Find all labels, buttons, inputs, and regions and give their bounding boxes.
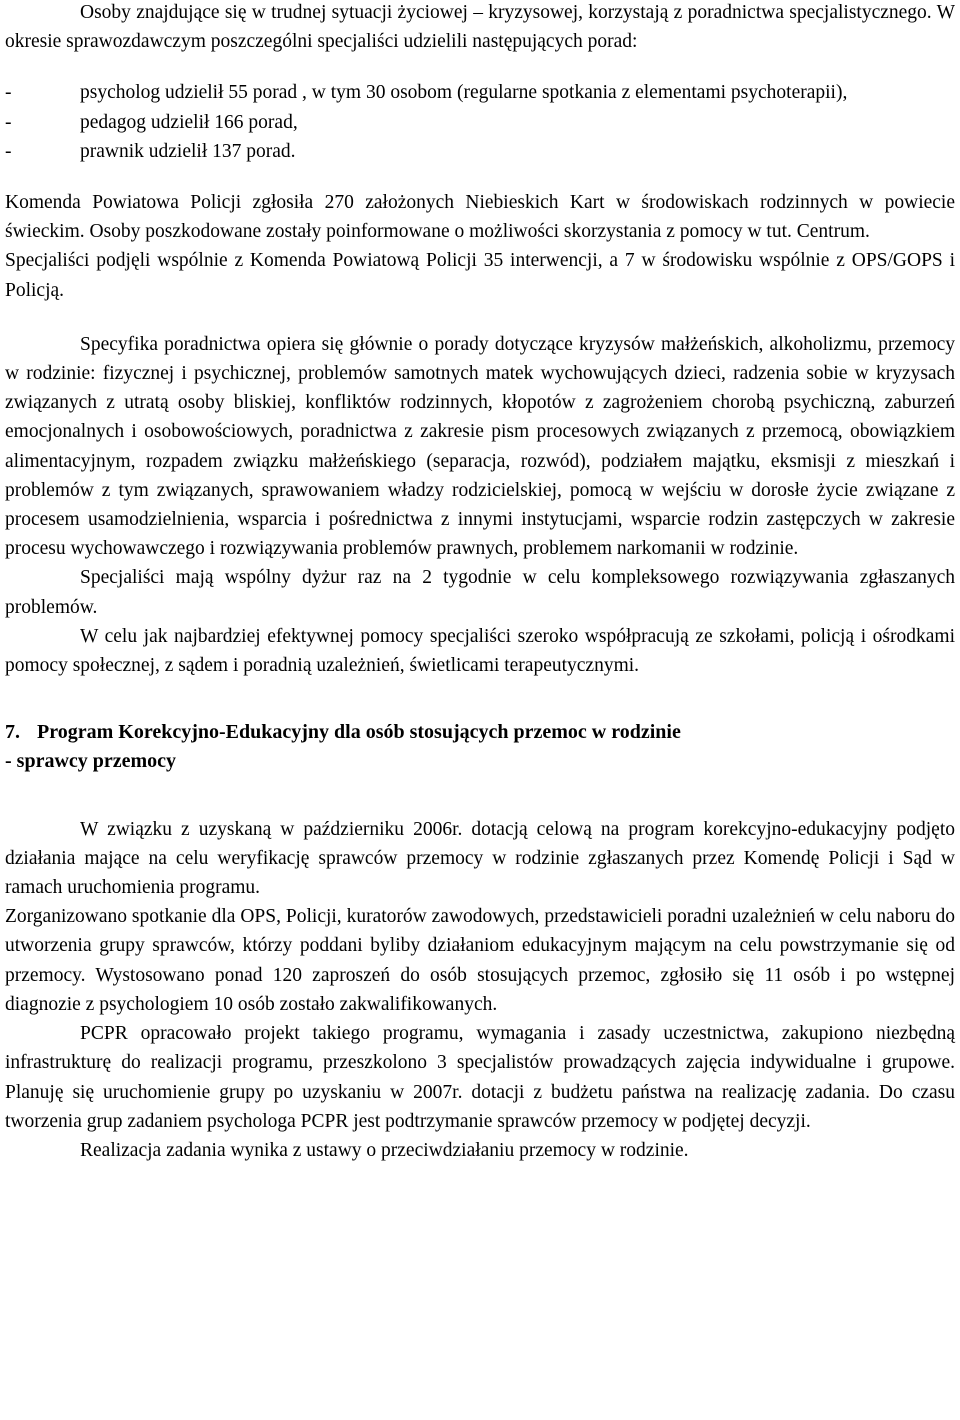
list-item-text: prawnik udzielił 137 porad. (80, 140, 296, 162)
meeting-paragraph: Zorganizowano spotkanie dla OPS, Policji, kuratorów zawodowych, przedstawicieli poradni uzależnień w celu naboru do utworzenia grupy sprawców, którzy poddani byliby działaniom edukacyjnym mającym na celu powstrzymanie się od przemocy. Wystosowano ponad 120 zaproszeń do osób stosujących przemoc, zgłosiło się 11 osób i po wstępnej diagnozie z psychologiem 10 osób zostało zakwalifikowanych. (5, 906, 955, 1015)
legal-basis-paragraph: Realizacja zadania wynika z ustawy o przeciwdziałaniu przemocy w rodzinie. (80, 1139, 689, 1161)
project-paragraph: PCPR opracowało projekt takiego programu, wymagania i zasady uczestnictwa, zakupiono niezbędną infrastrukturę do realizacji programu, przeszkolono 3 specjalistów prowadzących zajęcia indywidualne i grupowe. Planuję się uruchomienie grupy po uzyskaniu w 2007r. dotacji z budżetu państwa na realizację zadania. Do czasu tworzenia grup zadaniem psychologa PCPR jest podtrzymanie sprawców przemocy w podjętej decyzji. (5, 1023, 955, 1132)
document-page (5, 0, 955, 1165)
section-subtitle: - sprawcy przemocy (5, 750, 177, 773)
list-item-text: psycholog udzielił 55 porad , w tym 30 osobom (regularne spotkania z elementami psychoterapii), (80, 82, 848, 104)
duty-paragraph: Specjaliści mają wspólny dyżur raz na 2 tygodnie w celu kompleksowego rozwiązywania zgłaszanych problemów. (5, 567, 955, 618)
list-dash: - (5, 82, 12, 104)
list-item (5, 137, 955, 166)
specifics-paragraph: Specyfika poradnictwa opiera się głównie o porady dotyczące kryzysów małżeńskich, alkoholizmu, przemocy w rodzinie: fizycznej i psychicznej, problemów samotnych matek wychowujących dzieci, radzenia sobie w kryzysach związanych z utratą osoby bliskiej, konfliktów rodzinnych, kłopotów z zagrożeniem chorobą psychiczną, zaburzeń emocjonalnych i osobowościowych, poradnictwa z zakresie pism procesowych związanych z przemocą, obowiązkiem alimentacyjnym, rozpadem związku małżeńskiego (separacja, rozwód), podziałem majątku, eksmisji z mieszkań i problemów z tym związanych, sprawowaniem władzy rodzicielskiej, pomocą w wejściu w dorosłe życie związane z procesem usamodzielnienia, wsparcia i pośrednictwa z innymi instytucjami, wsparcie rodzin zastępczych w zakresie procesu wychowawczego i rozwiązywania problemów prawnych, problemem narkomanii w rodzinie. (5, 333, 955, 560)
interventions-paragraph: Specjaliści podjęli wspólnie z Komenda Powiatową Policji 35 interwencji, a 7 w środowisku wspólnie z OPS/GOPS i Policją. (5, 250, 955, 301)
list-item-text: pedagog udzielił 166 porad, (80, 111, 298, 133)
spacer (5, 56, 955, 78)
section-heading (5, 718, 955, 776)
spacer (5, 305, 955, 330)
list-item (5, 108, 955, 137)
intro-paragraph: Osoby znajdujące się w trudnej sytuacji życiowej – kryzysowej, korzystają z poradnictwa specjalistycznego. W okresie sprawozdawczym poszczególni specjaliści udzielili następujących porad: (5, 2, 955, 53)
section-number: 7. (5, 721, 20, 744)
police-paragraph: Komenda Powiatowa Policji zgłosiła 270 założonych Niebieskich Kart w środowiskach rodzinnych w powiecie świeckim. Osoby poszkodowane zostały poinformowane o możliwości skorzystania z pomocy w tut. Centrum. (5, 192, 955, 243)
list-item (5, 78, 955, 107)
advice-list (5, 78, 955, 166)
grant-paragraph: W związku z uzyskaną w październiku 2006r. dotacją celową na program korekcyjno-edukacyjny podjęto działania mające na celu weryfikację sprawców przemocy w rodzinie zgłaszanych przez Komendę Policji i Sąd w ramach uruchomienia programu. (5, 818, 955, 899)
cooperation-paragraph: W celu jak najbardziej efektywnej pomocy specjaliści szeroko współpracują ze szkołami, policją i ośrodkami pomocy społecznej, z sądem i poradnią uzależnień, świetlicami terapeutycznymi. (5, 625, 955, 677)
spacer (5, 680, 955, 718)
list-dash: - (5, 111, 12, 133)
list-dash: - (5, 140, 12, 162)
spacer (5, 777, 955, 815)
section-title: Program Korekcyjno-Edukacyjny dla osób stosujących przemoc w rodzinie (37, 721, 681, 744)
spacer (5, 166, 955, 188)
